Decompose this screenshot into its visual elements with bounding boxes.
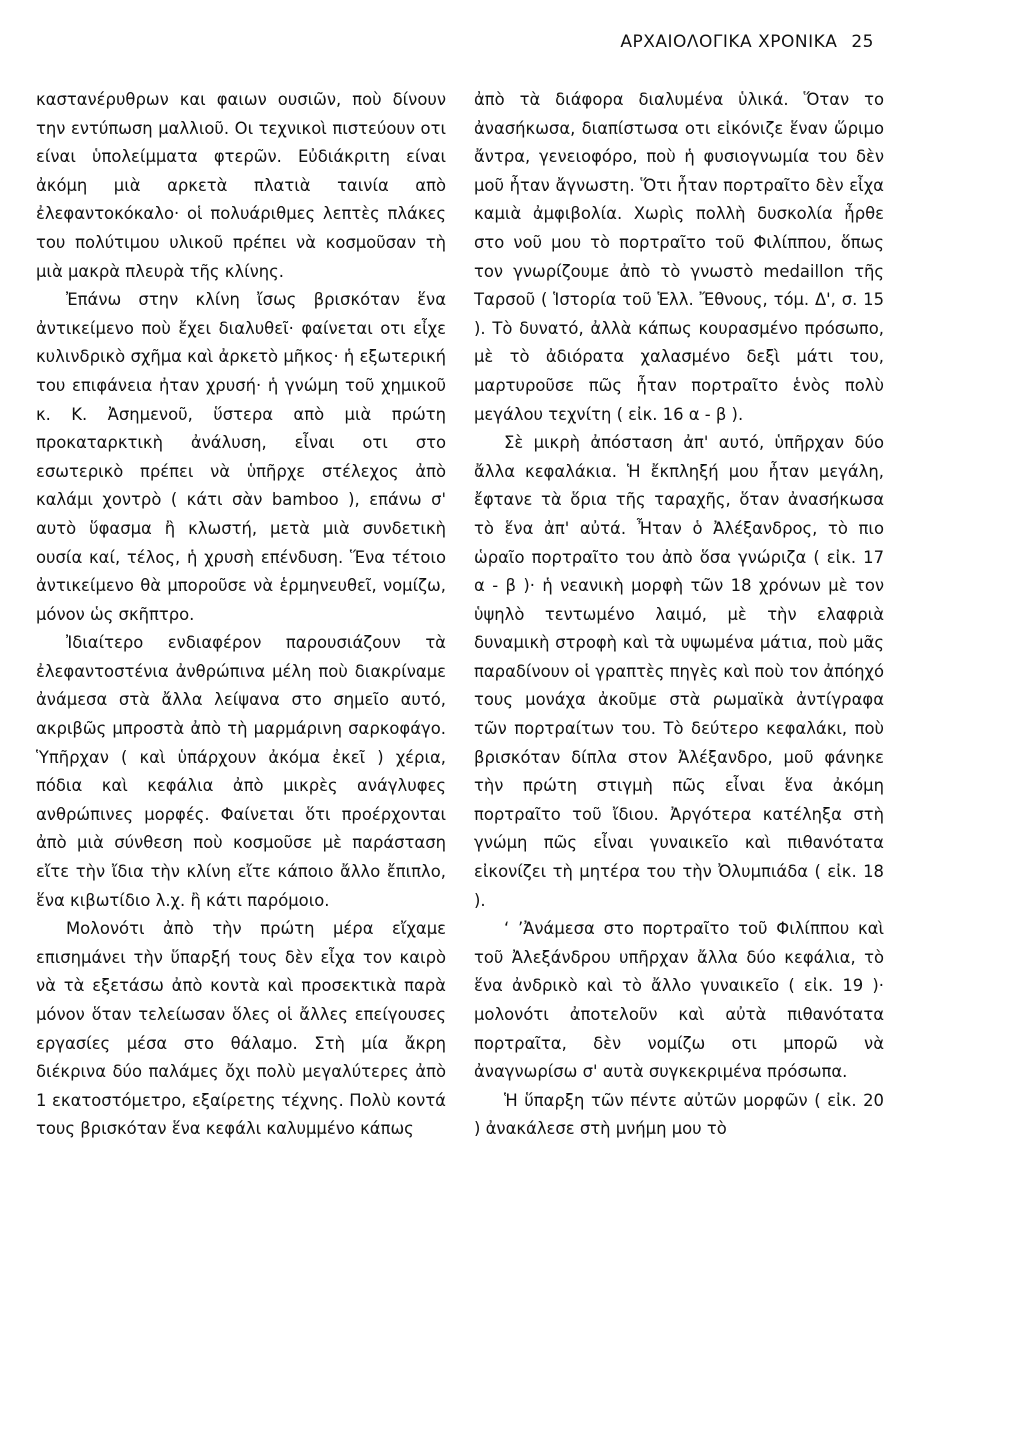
paragraph: ‘ ’Ἀνάμεσα στο πορτραῖτο τοῦ Φιλίππου καὶ τοῦ Ἀλεξάνδρου υπῆρχαν ἄλλα δύο κεφάλια, τὸ ἕνα ἀνδρικὸ καὶ τὸ ἄλλο γυναικεῖο ( εἰκ. 19 )· μολονότι ἀποτελοῦν καὶ αὐτὰ πιθανότατα πορτραῖτα, δὲν νομίζω οτι μπορῶ νὰ ἀναγνωρίσω σ' αυτὰ συγκεκριμένα πρόσωπα. [474, 919, 884, 1082]
paragraph: Μολονότι ἀπὸ τὴν πρώτη μέρα εἴχαμε επισημάνει τὴν ὕπαρξή τους δὲν εἶχα τον καιρὸ νὰ τὰ εξετάσω ἀπὸ κοντὰ καὶ προσεκτικὰ παρὰ μόνον ὅταν τελείωσαν ὅλες οἱ ἄλλες επείγουσες εργασίες μέσα στο θάλαμο. Στὴ μία ἄκρη διέκρινα δύο παλάμες ὄχι πολὺ μεγαλύτερες ἀπὸ 1 εκατοστόμετρο, εξαίρετης τέχνης. Πολὺ κοντά τους βρισκόταν ἕνα κεφάλι καλυμμένο κάπως [36, 919, 446, 1139]
journal-title: ΑΡΧΑΙΟΛΟΓΙΚΑ ΧΡΟΝΙΚΑ [620, 32, 838, 52]
running-header [620, 32, 874, 52]
page-number: 25 [851, 32, 874, 52]
paragraph: Ἰδιαίτερο ενδιαφέρον παρουσιάζουν τὰ ἐλεφαντοστένια ἀνθρώπινα μέλη ποὺ διακρίναμε ἀνάμεσα στὰ ἄλλα λείψανα στο σημεῖο αυτό, ακριβῶς μπροστὰ ἀπὸ τὴ μαρμάρινη σαρκοφάγο. Ὑπῆρχαν ( καὶ ὑπάρχουν ἀκόμα ἐκεῖ ) χέρια, πόδια καὶ κεφάλια ἀπὸ μικρὲς ανάγλυφες ανθρώπινες μορφές. Φαίνεται ὅτι προέρχονται ἀπὸ μιὰ σύνθεση ποὺ κοσμοῦσε μὲ παράσταση εἴτε τὴν ἴδια τὴν κλίνη εἴτε κάποιο ἄλλο ἔπιπλο, ἕνα κιβωτίδιο λ.χ. ἢ κάτι παρόμοιο. [36, 633, 446, 910]
paragraph: καστανέρυθρων και φαιων ουσιῶν, ποὺ δίνουν την εντύπωση μαλλιοῦ. Οι τεχνικοὶ πιστεύουν οτι είναι ὑπολείμματα φτερῶν. Εὐδιάκριτη είναι ἀκόμη μιὰ αρκετὰ πλατιὰ ταινία απὸ ἐλεφαντοκόκαλο· οἱ πολυάριθμες λεπτὲς πλάκες του πολύτιμου υλικοῦ πρέπει νὰ κοσμοῦσαν τὴ μιὰ μακρὰ πλευρὰ τῆς κλίνης. [36, 90, 446, 281]
paragraph: Ἐπάνω στην κλίνη ἴσως βρισκόταν ἕνα ἀντικείμενο ποὺ ἔχει διαλυθεῖ· φαίνεται οτι εἶχε κυλινδρικὸ σχῆμα καὶ ἀρκετὸ μῆκος· ἡ εξωτερική του επιφάνεια ἠταν χρυσή· ἡ γνώμη τοῦ χημικοῦ κ. Κ. Ἀσημενοῦ, ὕστερα απὸ μιὰ πρώτη προκαταρκτικὴ ἀνάλυση, εἶναι οτι στο εσωτερικὸ πρέπει νὰ ὑπῆρχε στέλεχος ἀπὸ καλάμι χοντρὸ ( κάτι σὰν bamboo ), επάνω σ' αυτὸ ὕφασμα ἢ κλωστή, μετὰ μιὰ συνδετικὴ ουσία καί, τέλος, ἡ χρυσὴ επένδυση. Ἕνα τέτοιο ἀντικείμενο θὰ μποροῦσε νὰ ἑρμηνευθεῖ, νομίζω, μόνον ὡς σκῆπτρο. [36, 290, 446, 624]
paragraph: ἀπὸ τὰ διάφορα διαλυμένα ὑλικά. Ὅταν το ἀνασήκωσα, διαπίστωσα οτι εἰκόνιζε ἕναν ὥριμο ἄντρα, γενειοφόρο, ποὺ ἡ φυσιογνωμία του δὲν μοῦ ἦταν ἄγνωστη. Ὅτι ἦταν πορτραῖτο δὲν εἶχα καμιὰ ἀμφιβολία. Χωρὶς πολλὴ δυσκολία ἦρθε στο νοῦ μου τὸ πορτραῖτο τοῦ Φιλίππου, ὅπως τον γνωρίζουμε ἀπὸ τὸ γνωστὸ medaillon τῆς Ταρσοῦ ( Ἱστορία τοῦ Ἑλλ. Ἔθνους, τόμ. Δ', σ. 15 ). Τὸ δυνατό, ἀλλὰ κάπως κουρασμένο πρόσωπο, μὲ τὸ ἀδιόρατα χαλασμένο δεξὶ μάτι του, μαρτυροῦσε πῶς ἦταν πορτραῖτο ἑνὸς πολὺ μεγάλου τεχνίτη ( εἰκ. 16 α - β ). [474, 90, 884, 424]
right-column [474, 86, 884, 1144]
paragraph: Ἡ ὕπαρξη τῶν πέντε αὐτῶν μορφῶν ( εἰκ. 20 ) ἀνακάλεσε στὴ μνήμη μου τὸ [474, 1090, 884, 1139]
paragraph: Σὲ μικρὴ ἀπόσταση ἀπ' αυτό, ὑπῆρχαν δύο ἄλλα κεφαλάκια. Ἡ ἔκπληξή μου ἦταν μεγάλη, ἔφτανε τὰ ὅρια τῆς ταραχῆς, ὅταν ἀνασήκωσα τὸ ἕνα ἀπ' αὐτά. Ἦταν ὁ Ἀλέξανδρος, τὸ πιο ὡραῖο πορτραῖτο του ἀπὸ ὅσα γνώριζα ( εἰκ. 17 α - β )· ἡ νεανικὴ μορφὴ τῶν 18 χρόνων μὲ τον ὑψηλὸ τεντωμένο λαιμό, μὲ τὴν ελαφριὰ δυναμικὴ στροφὴ καὶ τὰ υψωμένα μάτια, ποὺ μᾶς παραδίνουν οἱ γραπτὲς πηγὲς καὶ ποὺ τον ἀπόηχό τους μονάχα ἀκοῦμε στὰ ρωμαϊκὰ ἀντίγραφα τῶν πορτραίτων του. Τὸ δεύτερο κεφαλάκι, ποὺ βρισκόταν δίπλα στον Ἀλέξανδρο, μοῦ φάνηκε τὴν πρώτη στιγμὴ πῶς εἶναι ἕνα ἀκόμη πορτραῖτο τοῦ ἴδιου. Ἀργότερα κατέληξα στὴ γνώμη πῶς εἶναι γυναικεῖο καὶ πιθανότατα εἰκονίζει τὴ μητέρα του τὴν Ὀλυμπιάδα ( εἰκ. 18 ). [474, 433, 884, 910]
left-column [36, 86, 446, 1144]
